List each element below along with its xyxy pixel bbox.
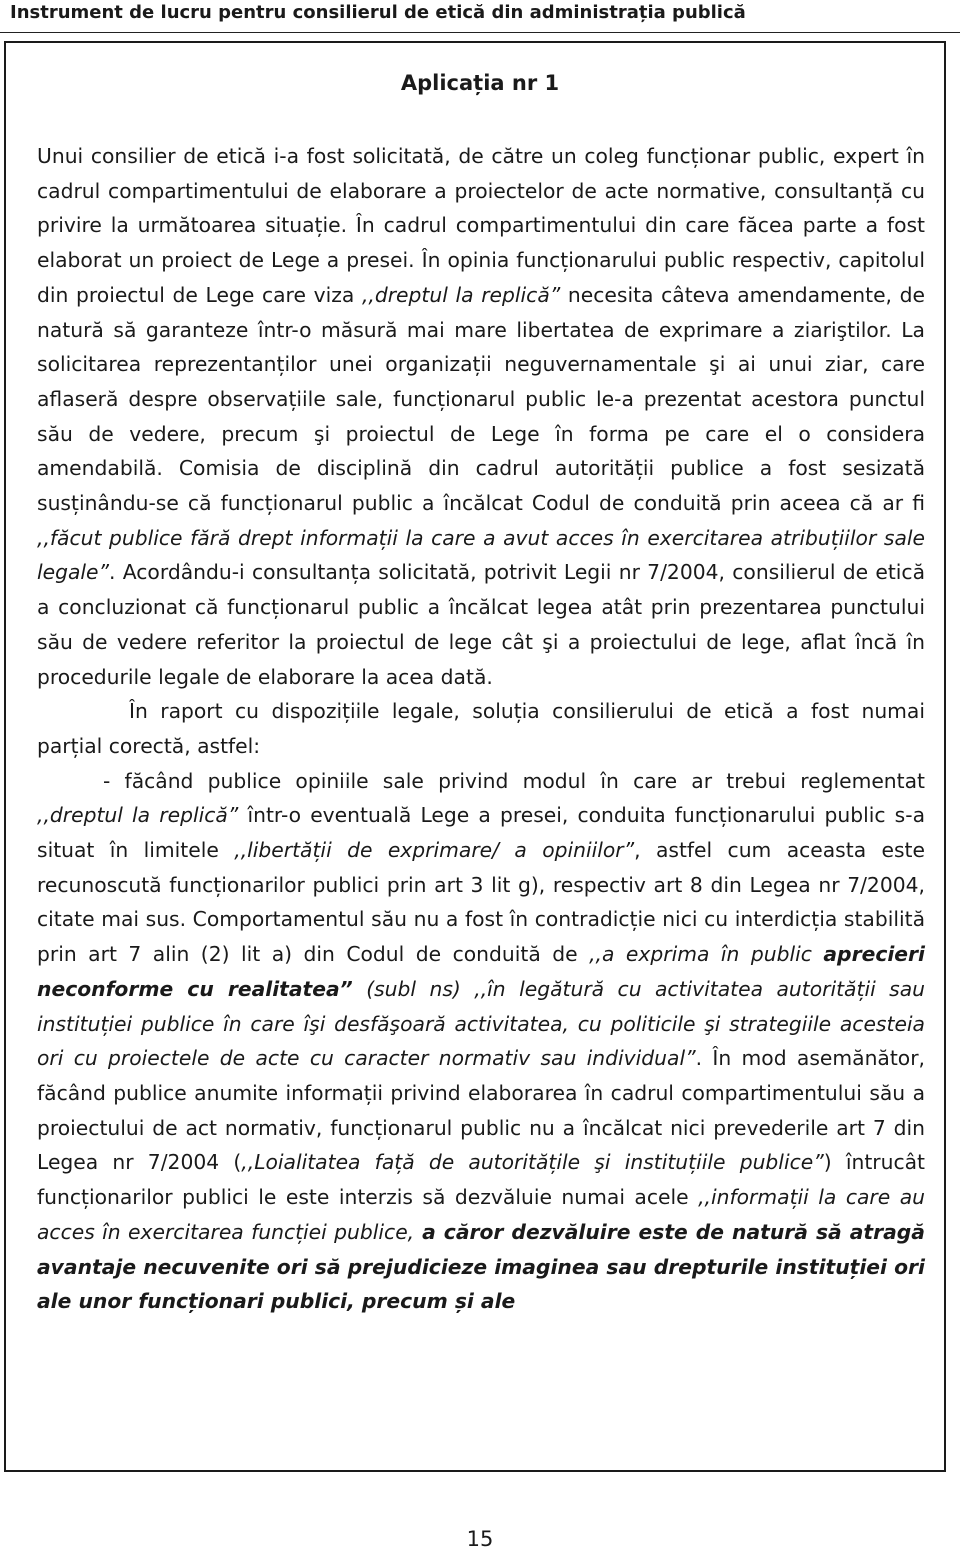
paragraph-text: . În mod asemănător, făcând publice anumite informații privind elaborarea în cadrul compartimentului său a proiectului de act normativ, funcționarul public nu a încălcat nici prevederile art 7 din Legea nr 7/2004 (	[37, 1046, 925, 1175]
paragraph-text: - făcând publice opiniile sale privind modul în care ar trebui reglementat	[103, 768, 925, 793]
quote-loialitatea: ,,Loialitatea față de autoritățile şi instituțiile publice”	[241, 1150, 824, 1175]
paragraph-analysis	[37, 764, 925, 1319]
paragraph-text: ) întrucât funcționarilor publici le este interzis să dezvăluie numai acele	[37, 1150, 926, 1210]
section-title: Aplicația nr 1	[400, 71, 560, 95]
quote-a-caror-dezvaluire: a căror dezvăluire este de natură să atragă avantaje necuvenite ori să prejudicieze imaginea sau drepturile instituției ori ale unor funcționari publici, precum și ale	[37, 1219, 925, 1314]
quote-a-exprima-in-public: ,,a exprima în public	[589, 942, 812, 967]
body-text	[37, 139, 925, 1319]
running-header: Instrument de lucru pentru consilierul de etică din administrația publică	[10, 2, 746, 23]
paragraph-text: într-o eventuală Lege a presei, conduita funcționarului public s-a situat în limitele	[37, 803, 925, 863]
quote-subl-ns: (subl ns)	[352, 976, 475, 1001]
paragraph-text: . Acordându-i consultanța solicitată, potrivit Legii nr 7/2004, consilierul de etică a concluzionat că funcționarul public a încălcat legea atât prin prezentarea punctului său de vedere referitor la proiectul de lege cât şi a proiectului de lege, aflat încă în procedurile legale de elaborare la acea dată.	[37, 560, 925, 689]
quote-dreptul-la-replica: ,,dreptul la replică”	[361, 282, 561, 307]
paragraph-solution: În raport cu dispozițiile legale, soluția consilierului de etică a fost numai parțial corectă, astfel:	[37, 699, 925, 758]
paragraph-text: necesita câteva amendamente, de natură să garanteze într-o măsură mai mare libertatea de exprimare a ziariştilor. La solicitarea reprezentanților unei organizații neguvernamentale şi ai unui ziar, care aflaseră despre observațiile sale, funcționarul public le-a prezentat acestora punctul său de vedere, precum şi proiectul de Lege în forma pe care el o considera amendabilă. Comisia de disciplină din cadrul autorității publice a fost sesizată susținându-se că funcționarul public a încălcat Codul de conduită prin aceea că ar fi	[37, 282, 925, 516]
quote-aprecieri-neconforme: aprecieri neconforme cu realitatea”	[37, 942, 926, 1001]
quote-dreptul-la-replica: ,,dreptul la replică”	[37, 803, 239, 828]
quote-libertatii-de-exprimare: ,,libertății de exprimare/ a opiniilor”	[234, 838, 635, 863]
paragraph-text: , astfel cum aceasta este recunoscută funcționarilor publici prin art 3 lit g), respectiv art 8 din Legea nr 7/2004, citate mai sus. Comportamentul său nu a fost în contradicție nici cu interdicția stabilită prin art 7 alin (2) lit a) din Codul de conduită de	[37, 838, 925, 967]
quote-informatii: ,,informații la care au acces în exercitarea funcției publice,	[37, 1185, 925, 1244]
header-divider	[0, 32, 960, 33]
quote-facut-publice: ,,făcut publice fără drept informații la care a avut acces în exercitarea atribuțiilor sale legale”	[37, 525, 925, 585]
paragraph-text: Unui consilier de etică i-a fost solicitată, de către un coleg funcționar public, expert în cadrul compartimentului de elaborare a proiectelor de acte normative, consultanță cu privire la următoarea situație. În cadrul compartimentului din care făcea parte a fost elaborat un proiect de Lege a presei. În opinia funcționarului public respectiv, capitolul din proiectul de Lege care viza	[37, 144, 925, 307]
paragraph-situation	[37, 139, 925, 694]
page-number: 15	[466, 1527, 494, 1551]
quote-activitatea-autoritatii: ,,în legătură cu activitatea autorității sau instituției publice în care îşi desfăşoară activitatea, cu politicile şi strategiile acesteia ori cu proiectele de acte cu caracter normativ sau individual”	[37, 976, 926, 1071]
